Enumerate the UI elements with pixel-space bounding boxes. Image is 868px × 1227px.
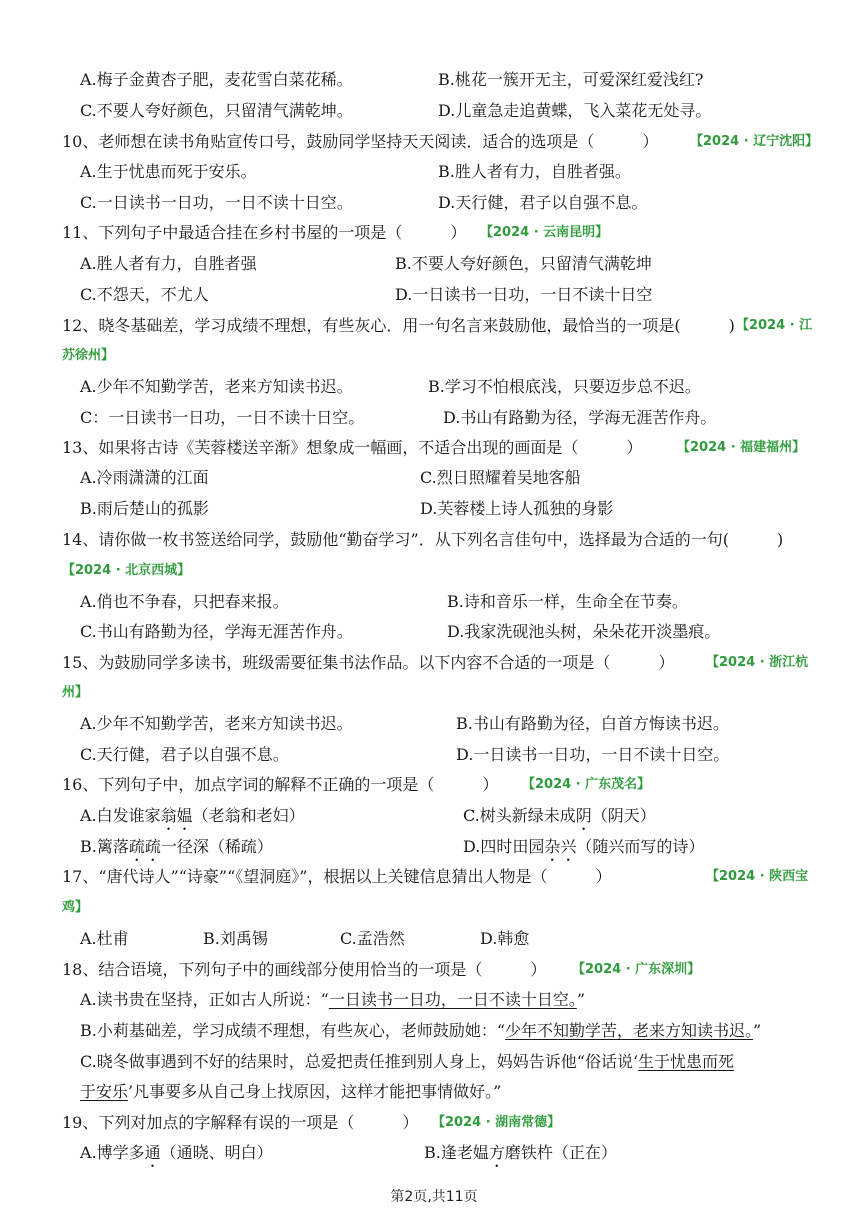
q10-option-b: B.胜人者有力，自胜者强。 <box>438 162 631 181</box>
q13-options-row2 <box>0 494 868 524</box>
question-text: 16、下列句子中，加点字词的解释不正确的一项是（ ） <box>62 775 499 794</box>
q15-option-c: C.天行健，君子以自强不息。 <box>80 745 289 764</box>
q15-stem <box>0 648 868 678</box>
source-tag: 【2024 · 陕西宝 <box>706 869 809 884</box>
q9-option-c: C.不要人夸好颜色，只留清气满乾坤。 <box>80 101 353 120</box>
q19-option-a: A.博学多通（通晓、明白） <box>80 1143 273 1162</box>
source-tag-cont: 州】 <box>62 685 89 700</box>
q12-options-row1 <box>0 372 868 402</box>
q18-option-b: B.小莉基础差，学习成绩不理想，有些灰心，老师鼓励她：“少年不知勤学苦，老来方知读书迟。” <box>80 1021 762 1040</box>
q9-option-d: D.儿童急走追黄蝶，飞入菜花无处寻。 <box>438 101 712 120</box>
q9-options-row2 <box>0 96 868 126</box>
question-text: 11、下列句子中最适合挂在乡村书屋的一项是（ ） <box>62 223 467 242</box>
q15-option-a: A.少年不知勤学苦，老来方知读书迟。 <box>80 714 353 733</box>
q17-option-b: B.刘禹锡 <box>203 929 268 948</box>
q10-option-a: A.生于忧患而死于安乐。 <box>80 162 257 181</box>
q18-option-c: C.晓冬做事遇到不好的结果时，总爱把责任推到别人身上，妈妈告诉他“俗话说‘生于忧患而死 <box>80 1052 735 1071</box>
q13-option-d: D.芙蓉楼上诗人孤独的身影 <box>420 499 614 518</box>
q10-option-c: C.一日读书一日功，一日不读十日空。 <box>80 193 353 212</box>
q16-option-b: B.篱落疏疏一径深（稀疏） <box>80 837 273 856</box>
q11-option-a: A.胜人者有力，自胜者强 <box>80 254 257 273</box>
source-tag: 【2024 · 江 <box>736 318 813 333</box>
q14-stem-cont <box>0 556 868 586</box>
q11-options-row1 <box>0 249 868 279</box>
source-tag: 【2024 · 广东深圳】 <box>572 962 701 977</box>
q12-option-b: B.学习不怕根底浅，只要迈步总不迟。 <box>428 377 701 396</box>
dotted-word: 方 <box>488 1143 505 1162</box>
q13-option-a: A.冷雨潇潇的江面 <box>80 468 209 487</box>
page-footer: 第2页,共11页 <box>390 1189 478 1205</box>
q17-options <box>0 924 868 954</box>
q13-stem <box>0 433 868 463</box>
source-tag: 【2024 · 云南昆明】 <box>480 225 609 240</box>
q12-option-c: C：一日读书一日功，一日不读十日空。 <box>80 408 365 427</box>
question-text: 14、请你做一枚书签送给同学，鼓励他“勤奋学习”．从下列名言佳句中，选择最为合适的一句( ) <box>62 530 784 549</box>
q12-options-row2 <box>0 403 868 433</box>
source-tag: 【2024 · 广东茂名】 <box>522 777 651 792</box>
underlined-phrase: 于安乐 <box>80 1082 129 1101</box>
q14-options-row2 <box>0 617 868 647</box>
q15-options-row1 <box>0 709 868 739</box>
q12-stem-cont <box>0 341 868 371</box>
q19-option-b: B.逢老媪方磨铁杵（正在） <box>424 1143 617 1162</box>
question-text: 10、老师想在读书角贴宣传口号，鼓励同学坚持天天阅读．适合的选项是（ ） <box>62 132 659 151</box>
q15-stem-cont <box>0 678 868 708</box>
source-tag-cont: 鸡】 <box>62 900 89 915</box>
q11-option-c: C.不怨天，不尤人 <box>80 285 209 304</box>
q11-option-b: B.不要人夸好颜色，只留清气满乾坤 <box>395 254 652 273</box>
q9-options-row1 <box>0 65 868 95</box>
q17-stem-cont <box>0 893 868 923</box>
q14-option-b: B.诗和音乐一样，生命全在节奏。 <box>447 592 688 611</box>
q9-option-b: B.桃花一簇开无主，可爱深红爱浅红? <box>438 70 704 89</box>
question-text: 19、下列对加点的字解释有误的一项是（ ） <box>62 1113 419 1132</box>
q10-stem <box>0 127 868 157</box>
source-tag: 【2024 · 辽宁沈阳】 <box>690 134 819 149</box>
source-tag: 【2024 · 浙江杭 <box>706 655 809 670</box>
q15-options-row2 <box>0 740 868 770</box>
q10-options-row1 <box>0 157 868 187</box>
question-text: 12、晓冬基础差，学习成绩不理想，有些灰心．用一句名言来鼓励他，最恰当的一项是( ) <box>62 316 735 335</box>
q15-option-d: D.一日读书一日功，一日不读十日空。 <box>456 745 730 764</box>
q16-options-row1 <box>0 801 868 831</box>
q11-option-d: D.一日读书一日功，一日不读十日空 <box>395 285 653 304</box>
dotted-word: 通 <box>144 1143 161 1162</box>
q16-options-row2 <box>0 832 868 862</box>
q17-option-c: C.孟浩然 <box>340 929 405 948</box>
q18-option-c-cont: 于安乐’凡事要多从自己身上找原因，这样才能把事情做好。” <box>80 1082 502 1101</box>
q9-option-a: A.梅子金黄杏子肥，麦花雪白菜花稀。 <box>80 70 353 89</box>
q12-stem <box>0 311 868 341</box>
q14-option-a: A.俏也不争春，只把春来报。 <box>80 592 289 611</box>
q12-option-d: D.书山有路勤为径，学海无涯苦作舟。 <box>443 408 717 427</box>
q11-options-row2 <box>0 280 868 310</box>
question-text: 17、“唐代诗人”“诗豪”“《望洞庭》”，根据以上关键信息猜出人物是（ ） <box>62 867 612 886</box>
question-text: 15、为鼓励同学多读书，班级需要征集书法作品。以下内容不合适的一项是（ ） <box>62 653 675 672</box>
q14-stem <box>0 525 868 555</box>
dotted-word: 杂兴 <box>544 837 577 856</box>
source-tag-cont: 苏徐州】 <box>62 348 115 363</box>
q13-option-b: B.雨后楚山的孤影 <box>80 499 209 518</box>
q19-options-row1 <box>0 1138 868 1168</box>
q16-option-d: D.四时田园杂兴（随兴而写的诗） <box>463 837 705 856</box>
q16-option-a: A.白发谁家翁媪（老翁和老妇） <box>80 806 305 825</box>
source-tag: 【2024 · 湖南常德】 <box>432 1115 561 1130</box>
q16-stem <box>0 770 868 800</box>
q17-option-d: D.韩愈 <box>480 929 530 948</box>
q14-option-c: C.书山有路勤为径，学海无涯苦作舟。 <box>80 622 353 641</box>
q15-option-b: B.书山有路勤为径，白首方悔读书迟。 <box>456 714 729 733</box>
q14-options-row1 <box>0 587 868 617</box>
q11-stem <box>0 218 868 248</box>
dotted-word: 疏疏 <box>128 837 161 856</box>
q19-stem <box>0 1108 868 1138</box>
q14-option-d: D.我家洗砚池头树，朵朵花开淡墨痕。 <box>447 622 721 641</box>
q12-option-a: A.少年不知勤学苦，老来方知读书迟。 <box>80 377 353 396</box>
q17-stem <box>0 862 868 892</box>
underlined-phrase: 一日读书一日功，一日不读十日空。 <box>328 990 577 1009</box>
q18-option-a: A.读书贵在坚持，正如古人所说：“一日读书一日功，一日不读十日空。” <box>80 990 586 1009</box>
q10-options-row2 <box>0 188 868 218</box>
q18-stem <box>0 955 868 985</box>
source-tag: 【2024 · 福建福州】 <box>677 440 806 455</box>
q16-option-c: C.树头新绿未成阴（阴天） <box>463 806 656 825</box>
question-text: 13、如果将古诗《芙蓉楼送辛渐》想象成一幅画，不适合出现的画面是（ ） <box>62 438 643 457</box>
underlined-phrase: 生于忧患而死 <box>638 1052 735 1071</box>
q13-option-c: C.烈日照耀着吴地客船 <box>420 468 581 487</box>
dotted-word: 翁媪 <box>160 806 193 825</box>
q13-options-row1 <box>0 463 868 493</box>
source-tag: 【2024 · 北京西城】 <box>62 563 191 578</box>
underlined-phrase: 少年不知勤学苦，老来方知读书迟。 <box>505 1021 754 1040</box>
q10-option-d: D.天行健，君子以自强不息。 <box>438 193 648 212</box>
q17-option-a: A.杜甫 <box>80 929 129 948</box>
dotted-word: 阴 <box>575 806 592 825</box>
question-text: 18、结合语境，下列句子中的画线部分使用恰当的一项是（ ） <box>62 960 547 979</box>
